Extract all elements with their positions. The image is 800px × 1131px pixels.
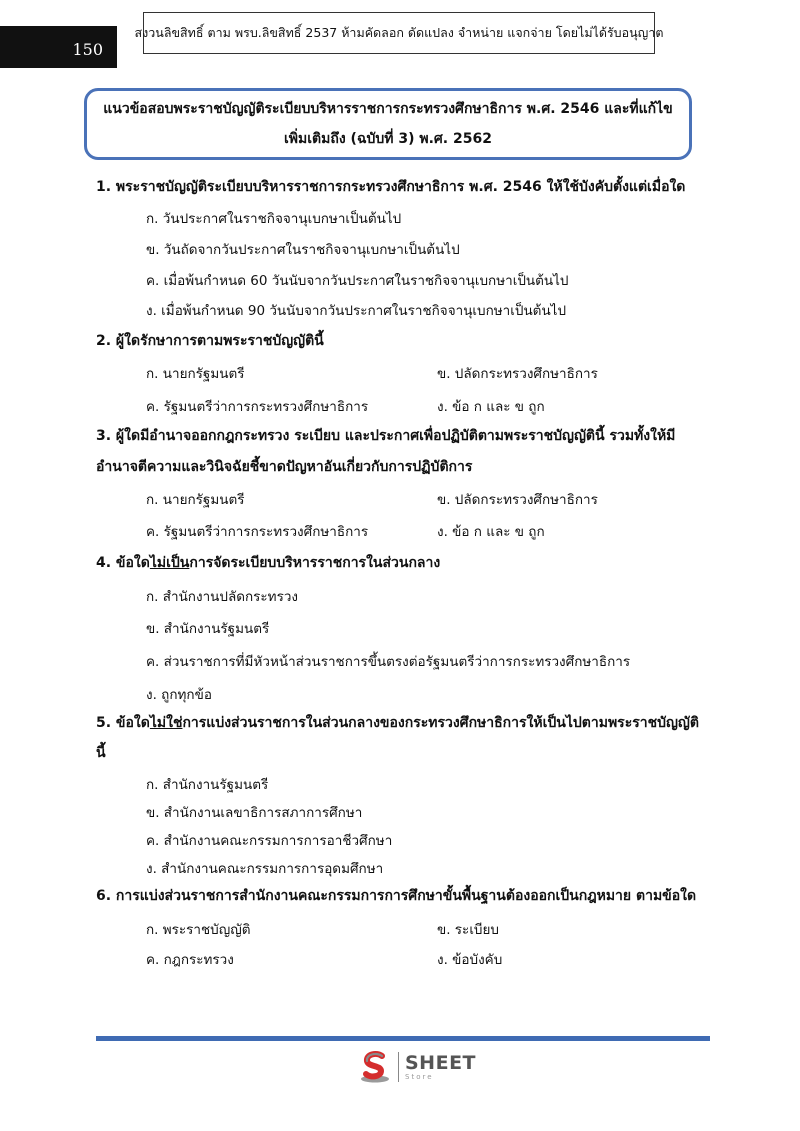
question-5-line1 [96, 712, 699, 734]
question-1-option-b: ข. วันถัดจากวันประกาศในราชกิจจานุเบกษาเป็นต้นไป [146, 242, 460, 258]
question-2: 2. ผู้ใดรักษาการตามพระราชบัญญัตินี้ [96, 333, 324, 349]
question-4-option-d: ง. ถูกทุกข้อ [146, 687, 212, 703]
question-5-emphasis: ไม่ใช่ [149, 715, 183, 731]
section-title-box [84, 88, 692, 160]
section-title-line1: แนวข้อสอบพระราชบัญญัติระเบียบบริหารราชการกระทรวงศึกษาธิการ พ.ศ. 2546 และที่แก้ไข [103, 101, 673, 117]
question-4-suffix: การจัดระเบียบบริหารราชการในส่วนกลาง [189, 555, 441, 571]
question-1-option-d: ง. เมื่อพ้นกำหนด 90 วันนับจากวันประกาศในราชกิจจานุเบกษาเป็นต้นไป [146, 303, 567, 319]
question-4-option-c: ค. ส่วนราชการที่มีหัวหน้าส่วนราชการขึ้นตรงต่อรัฐมนตรีว่าการกระทรวงศึกษาธิการ [146, 654, 631, 670]
question-3-line2: อำนาจตีความและวินิจฉัยชี้ขาดปัญหาอันเกี่ยวกับการปฏิบัติการ [96, 459, 473, 475]
section-title-line2: เพิ่มเติมถึง (ฉบับที่ 3) พ.ศ. 2562 [284, 131, 492, 147]
question-3-option-a: ก. นายกรัฐมนตรี [146, 492, 245, 508]
page-number: 150 [72, 40, 103, 59]
question-3-line1: 3. ผู้ใดมีอำนาจออกกฎกระทรวง ระเบียบ และประกาศเพื่อปฏิบัติตามพระราชบัญญัตินี้ รวมทั้งให้มี [96, 428, 676, 444]
question-6-option-a: ก. พระราชบัญญัติ [146, 922, 251, 938]
page-number-box [0, 26, 117, 68]
logo-sub-text: Store [405, 1072, 434, 1081]
question-1-option-c: ค. เมื่อพ้นกำหนด 60 วันนับจากวันประกาศในราชกิจจานุเบกษาเป็นต้นไป [146, 273, 569, 289]
question-6-option-b: ข. ระเบียบ [437, 922, 499, 938]
question-4-option-b: ข. สำนักงานรัฐมนตรี [146, 621, 270, 637]
question-2-option-c: ค. รัฐมนตรีว่าการกระทรวงศึกษาธิการ [146, 399, 369, 415]
question-5-suffix: การแบ่งส่วนราชการในส่วนกลางของกระทรวงศึกษาธิการให้เป็นไปตามพระราชบัญญัติ [182, 715, 699, 731]
question-1: 1. พระราชบัญญัติระเบียบบริหารราชการกระทรวงศึกษาธิการ พ.ศ. 2546 ให้ใช้บังคับตั้งแต่เมื่อใด [96, 179, 686, 195]
logo-text [405, 1051, 477, 1081]
question-3-option-b: ข. ปลัดกระทรวงศึกษาธิการ [437, 492, 598, 508]
question-6: 6. การแบ่งส่วนราชการสำนักงานคณะกรรมการการศึกษาขั้นพื้นฐานต้องออกเป็นกฎหมาย ตามข้อใด [96, 888, 697, 904]
sheet-store-logo [358, 1050, 476, 1084]
question-2-option-a: ก. นายกรัฐมนตรี [146, 366, 245, 382]
question-1-option-a: ก. วันประกาศในราชกิจจานุเบกษาเป็นต้นไป [146, 211, 402, 227]
question-4 [96, 552, 440, 574]
question-3-option-c: ค. รัฐมนตรีว่าการกระทรวงศึกษาธิการ [146, 524, 369, 540]
copyright-notice [134, 12, 664, 54]
question-5-prefix: 5. ข้อใด [96, 715, 150, 731]
question-4-prefix: 4. ข้อใด [96, 555, 150, 571]
question-4-emphasis: ไม่เป็น [149, 555, 190, 571]
question-5-line2: นี้ [96, 745, 106, 761]
copyright-text: สงวนลิขสิทธิ์ ตาม พรบ.ลิขสิทธิ์ 2537 ห้ามคัดลอก ดัดแปลง จำหน่าย แจกจ่าย โดยไม่ได้รับอนุญาต [134, 25, 664, 40]
question-6-option-c: ค. กฎกระทรวง [146, 952, 234, 968]
question-5-option-c: ค. สำนักงานคณะกรรมการการอาชีวศึกษา [146, 833, 393, 849]
question-2-option-d: ง. ข้อ ก และ ข ถูก [437, 399, 545, 415]
footer-divider [96, 1036, 710, 1041]
logo-main-text: SHEET [405, 1051, 477, 1074]
sheet-store-logo-icon [358, 1050, 392, 1084]
question-5-option-a: ก. สำนักงานรัฐมนตรี [146, 777, 269, 793]
question-5-option-d: ง. สำนักงานคณะกรรมการการอุดมศึกษา [146, 861, 384, 877]
question-6-option-d: ง. ข้อบังคับ [437, 952, 503, 968]
logo-separator [398, 1052, 399, 1082]
question-4-option-a: ก. สำนักงานปลัดกระทรวง [146, 589, 298, 605]
question-2-option-b: ข. ปลัดกระทรวงศึกษาธิการ [437, 366, 598, 382]
question-3-option-d: ง. ข้อ ก และ ข ถูก [437, 524, 545, 540]
question-5-option-b: ข. สำนักงานเลขาธิการสภาการศึกษา [146, 805, 363, 821]
